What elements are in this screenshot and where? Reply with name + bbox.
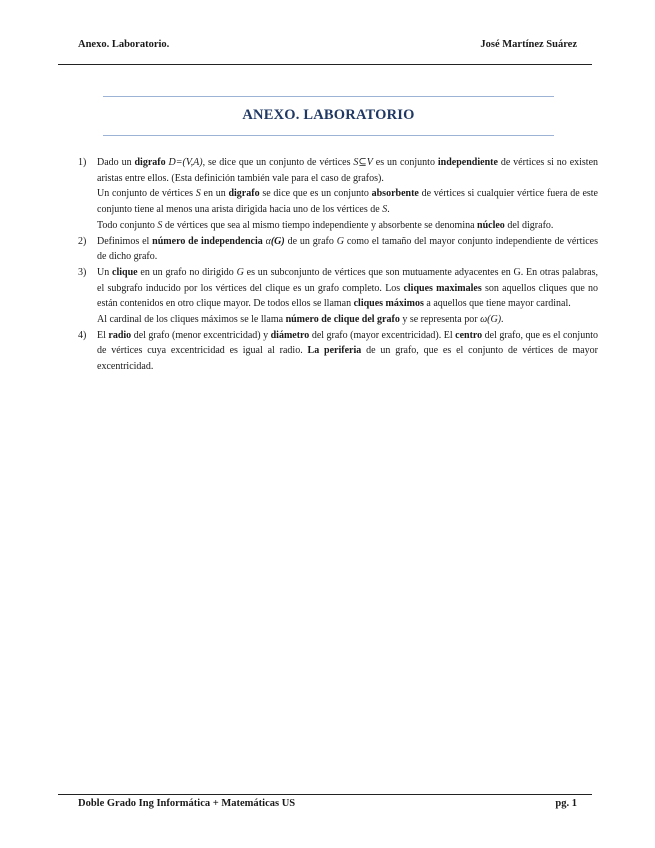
- list-item-paragraph: Un clique en un grafo no dirigido G es un subconjunto de vértices que son mutuamente adyacentes en G. En otras palabras, el subgrafo inducido por los vértices del clique es un grafo completo. Los cliques maximales son aquellos cliques que no están contenidos en otro clique mayor. De todos ellos se llaman cliques máximos a aquellos que tiene mayor cardinal.: [97, 266, 599, 310]
- page-footer-left: Doble Grado Ing Informática + Matemáticas US: [78, 798, 296, 809]
- list-item-number: 1): [78, 157, 87, 168]
- page-header-left: Anexo. Laboratorio.: [78, 39, 170, 50]
- list-item-number: 2): [78, 235, 87, 247]
- list-item: [75, 265, 598, 328]
- page-title: ANEXO. LABORATORIO: [242, 107, 415, 123]
- math-symbol: ω(G): [480, 314, 502, 326]
- bold-term: número de independencia: [152, 235, 266, 247]
- bold-term: cliques máximos: [353, 298, 424, 310]
- bold-term: radio: [108, 329, 132, 341]
- list-item-paragraph: El radio del grafo (menor excentricidad) y diámetro del grafo (mayor excentricidad). El centro del grafo, que es el conjunto de vértices cuya excentricidad es igual al radio. La periferia de un grafo, que es el conjunto de vértices de mayor excentricidad.: [97, 329, 598, 373]
- list-item-paragraph: Dado un digrafo D=(V,A), se dice que un conjunto de vértices S⊆V es un conjunto independiente de vértices si no existen aristas entre ellos. (Esta definición también vale para el caso de grafos).: [97, 157, 599, 184]
- bold-term: digrafo: [228, 188, 260, 200]
- list-item: [75, 328, 598, 375]
- list-item-paragraph: Un conjunto de vértices S en un digrafo se dice que es un conjunto absorbente de vértices si cualquier vértice fuera de este conjunto tiene al menos una arista dirigida hacia uno de los vértices de S.: [97, 188, 598, 216]
- title-top-rule: [103, 96, 554, 97]
- math-symbol: D=(V,A): [168, 157, 203, 168]
- bold-term: La periferia: [307, 345, 362, 357]
- list-item-paragraph: Todo conjunto S de vértices que sea al mismo tiempo independiente y absorbente se denomina núcleo del digrafo.: [97, 219, 554, 231]
- title-bottom-rule: [103, 135, 554, 136]
- math-symbol: S: [382, 204, 388, 216]
- math-symbol: G: [236, 266, 244, 278]
- bold-term: clique: [112, 266, 138, 278]
- list-item-number: 3): [78, 266, 87, 278]
- bold-term: independiente: [437, 157, 498, 168]
- bold-term: núcleo: [477, 219, 505, 231]
- bold-term: absorbente: [371, 188, 419, 200]
- math-symbol: α: [265, 235, 271, 247]
- bold-term: (G): [270, 235, 285, 247]
- list-item: [75, 234, 598, 265]
- page-header-right: José Martínez Suárez: [480, 39, 577, 50]
- math-symbol: S⊆V: [353, 157, 373, 168]
- bold-term: centro: [455, 329, 483, 341]
- bold-term: número de clique del grafo: [285, 314, 400, 326]
- list-item-paragraph: Definimos el número de independencia α(G) de un grafo G como el tamaño del mayor conjunto independiente de vértices de dicho grafo.: [97, 235, 598, 263]
- footer-divider: [58, 794, 592, 795]
- page-footer-right: pg. 1: [555, 798, 577, 809]
- bold-term: cliques maximales: [403, 282, 482, 294]
- math-symbol: S: [195, 188, 201, 200]
- list-item: [75, 155, 598, 234]
- header-divider: [58, 64, 592, 65]
- bold-term: digrafo: [134, 157, 166, 168]
- math-symbol: G: [336, 235, 344, 247]
- bold-term: diámetro: [270, 329, 310, 341]
- list-item-number: 4): [78, 329, 87, 341]
- numbered-list: [75, 155, 598, 375]
- list-item-paragraph: Al cardinal de los cliques máximos se le llama número de clique del grafo y se representa por ω(G).: [97, 314, 504, 326]
- math-symbol: S: [157, 219, 163, 231]
